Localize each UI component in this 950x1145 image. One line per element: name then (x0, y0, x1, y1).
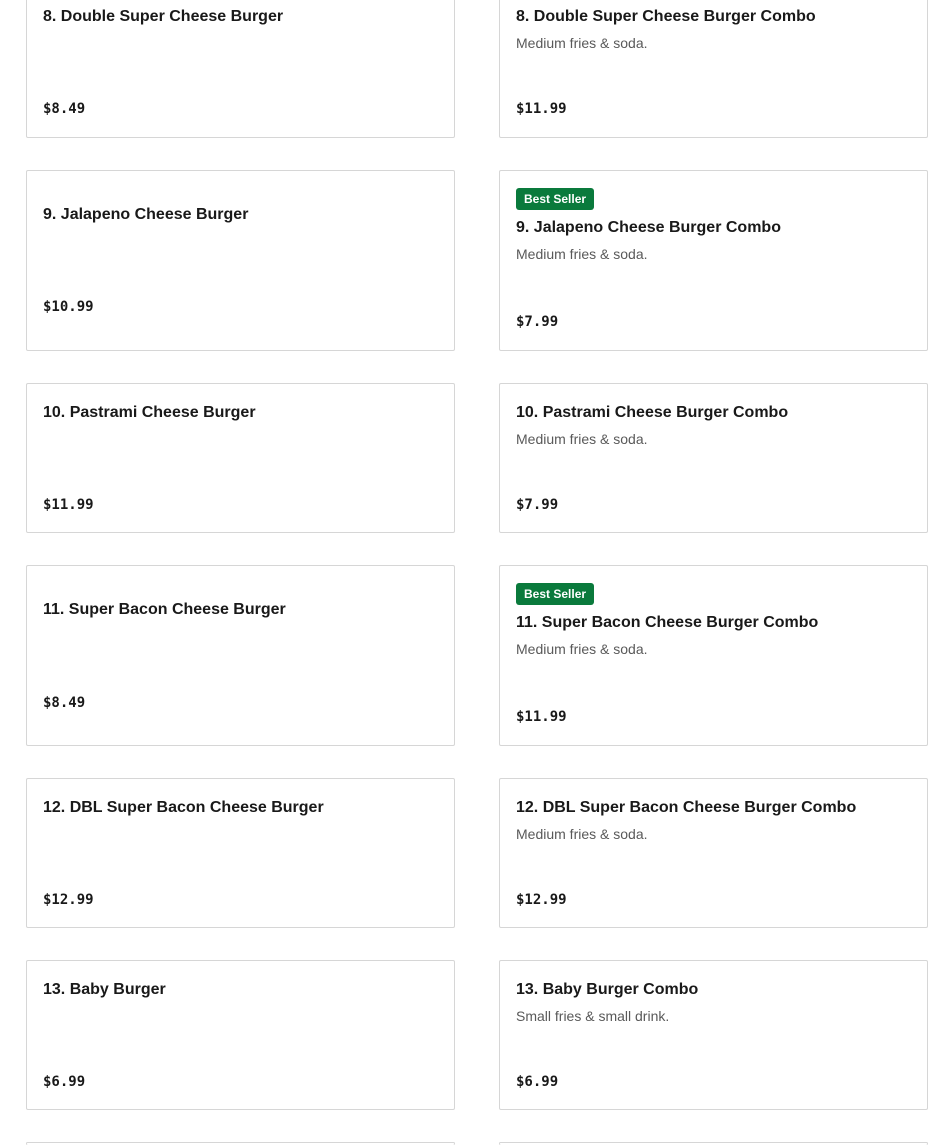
item-price: $6.99 (516, 1074, 559, 1090)
item-title: 13. Baby Burger Combo (516, 981, 699, 998)
menu-item-card[interactable] (26, 0, 455, 138)
item-title: 9. Jalapeno Cheese Burger Combo (516, 219, 781, 236)
best-seller-badge: Best Seller (516, 188, 594, 210)
item-price: $7.99 (516, 314, 559, 330)
item-price: $7.99 (516, 497, 559, 513)
item-title: 11. Super Bacon Cheese Burger (43, 601, 286, 618)
item-description: Medium fries & soda. (516, 246, 648, 262)
menu-item-card[interactable] (26, 383, 455, 533)
menu-item-card[interactable] (499, 170, 928, 351)
item-price: $8.49 (43, 695, 86, 711)
item-title: 8. Double Super Cheese Burger (43, 8, 284, 25)
item-price: $6.99 (43, 1074, 86, 1090)
menu-item-card[interactable] (26, 960, 455, 1110)
menu-item-card[interactable] (499, 960, 928, 1110)
item-title: 12. DBL Super Bacon Cheese Burger (43, 799, 324, 816)
item-title: 8. Double Super Cheese Burger Combo (516, 8, 816, 25)
item-title: 13. Baby Burger (43, 981, 166, 998)
item-description: Medium fries & soda. (516, 641, 648, 657)
item-price: $11.99 (43, 497, 94, 513)
menu-item-card[interactable] (499, 565, 928, 746)
menu-item-card[interactable] (499, 778, 928, 928)
item-price: $8.49 (43, 101, 86, 117)
best-seller-badge: Best Seller (516, 583, 594, 605)
item-title: 10. Pastrami Cheese Burger (43, 404, 256, 421)
item-description: Medium fries & soda. (516, 35, 648, 51)
item-title: 11. Super Bacon Cheese Burger Combo (516, 614, 819, 631)
item-title: 10. Pastrami Cheese Burger Combo (516, 404, 789, 421)
item-price: $10.99 (43, 299, 94, 315)
item-price: $11.99 (516, 709, 567, 725)
item-title: 12. DBL Super Bacon Cheese Burger Combo (516, 799, 857, 816)
item-price: $11.99 (516, 101, 567, 117)
item-description: Medium fries & soda. (516, 826, 648, 842)
item-description: Medium fries & soda. (516, 431, 648, 447)
item-title: 9. Jalapeno Cheese Burger (43, 206, 249, 223)
item-price: $12.99 (516, 892, 567, 908)
item-price: $12.99 (43, 892, 94, 908)
menu-item-card[interactable] (499, 0, 928, 138)
item-description: Small fries & small drink. (516, 1008, 670, 1024)
menu-item-card[interactable] (499, 383, 928, 533)
menu-item-card[interactable] (26, 170, 455, 351)
menu-item-card[interactable] (26, 565, 455, 746)
menu-item-card[interactable] (26, 778, 455, 928)
